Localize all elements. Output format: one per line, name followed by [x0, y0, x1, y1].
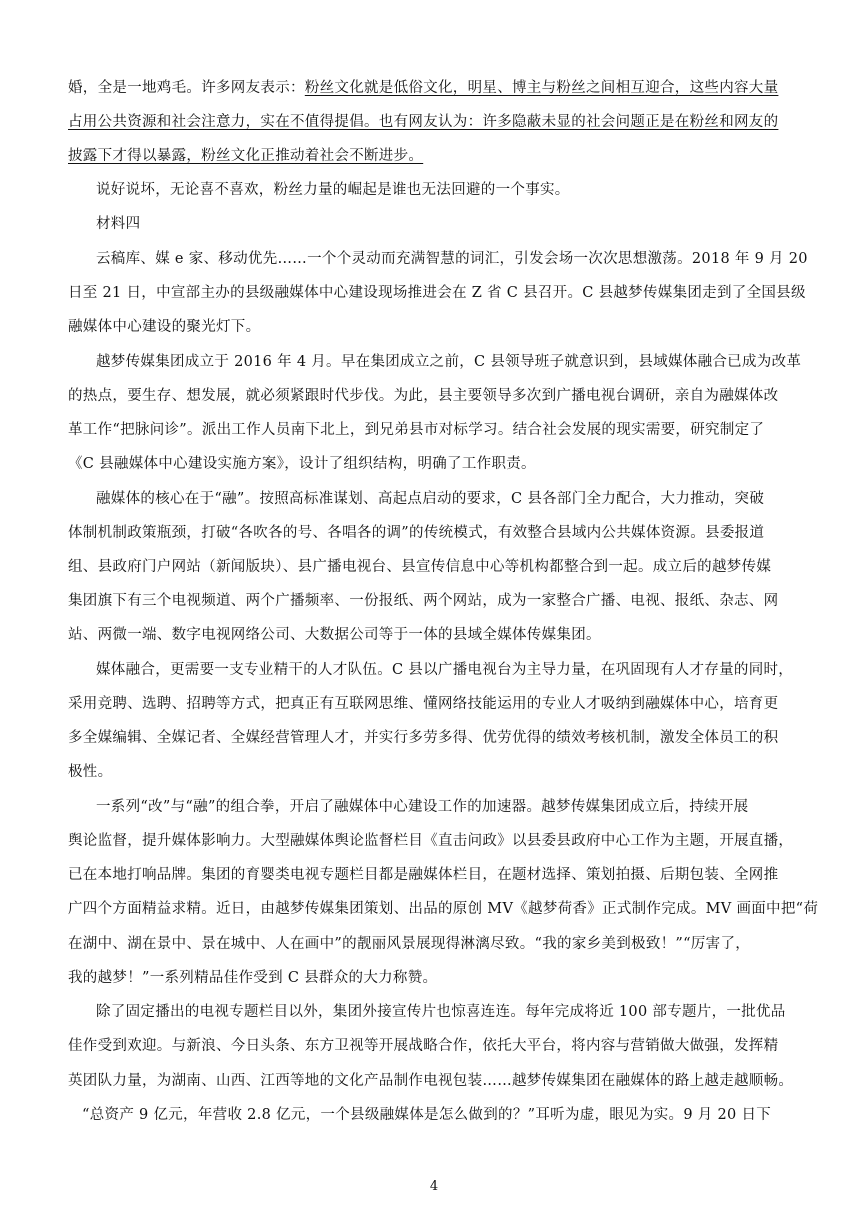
text-segment: 日至 21 日，中宣部主办的县级融媒体中心建设现场推进会在 Z 省 C 县召开。C 县越梦传媒集团走到了全国县级 — [68, 285, 806, 301]
text-segment: 越梦传媒集团成立于 2016 年 4 月。早在集团成立之前，C 县领导班子就意识到，县域媒体融合已成为改革 — [96, 354, 802, 370]
text-line — [68, 694, 778, 714]
text-line — [96, 214, 140, 234]
text-line — [68, 1036, 778, 1056]
text-line — [68, 1071, 793, 1091]
text-line — [68, 283, 806, 303]
text-segment: 已在本地打响品牌。集团的育婴类电视专题栏目都是融媒体栏目，在题材选择、策划拍摄、后期包装、全网推 — [68, 867, 779, 883]
text-line — [68, 557, 771, 577]
text-segment: 多全媒编辑、全媒记者、全媒经营管理人才，并实行多劳多得、优劳优得的绩效考核机制，激发全体员工的积 — [68, 730, 779, 746]
text-segment: 佳作受到欢迎。与新浪、今日头条、东方卫视等开展战略合作，依托大平台，将内容与营销做大做强，发挥精 — [68, 1038, 779, 1054]
text-line — [68, 968, 437, 988]
text-segment: 组、县政府门户网站（新闻版块）、县广播电视台、县宣传信息中心等机构都整合到一起。成立后的越梦传媒 — [68, 559, 772, 575]
text-segment: 广四个方面精益求精。近日，由越梦传媒集团策划、出品的原创 MV《越梦荷香》正式制作完成。MV 画面中把“荷 — [68, 901, 819, 917]
text-line — [68, 934, 750, 954]
text-segment: 采用竞聘、选聘、招聘等方式，把真正有互联网思维、懂网络技能运用的专业人才吸纳到融媒体中心，培育更 — [68, 696, 779, 712]
underlined-text: 粉丝文化就是低俗文化，明星、博主与粉丝之间相互迎合，这些内容大量 — [304, 80, 779, 96]
text-segment: 英团队力量，为湖南、山西、江西等地的文化产品制作电视包装……越梦传媒集团在融媒体的路上越走越顺畅。 — [68, 1073, 794, 1089]
text-line — [68, 112, 778, 132]
text-line — [68, 865, 778, 885]
text-line — [68, 317, 260, 337]
text-line — [68, 454, 536, 474]
text-segment: 体制机制政策瓶颈，打破“各吹各的号、各唱各的调”的传统模式，有效整合县域内公共媒体资源。县委报道 — [68, 525, 765, 541]
text-segment: 在湖中、湖在景中、景在城中、人在画中”的靓丽风景展现得淋漓尽致。“我的家乡美到极致！”“厉害了， — [68, 936, 751, 952]
text-line — [68, 831, 793, 851]
text-segment: 媒体融合，更需要一支专业精干的人才队伍。C 县以广播电视台为主导力量，在巩固现有人才存量的同时， — [96, 662, 794, 678]
text-line — [96, 1002, 786, 1022]
text-line — [82, 1105, 771, 1125]
text-segment: 婚，全是一地鸡毛。许多网友表示： — [68, 80, 305, 96]
text-segment: 极性。 — [68, 764, 113, 780]
text-segment: 说好说坏，无论喜不喜欢，粉丝力量的崛起是谁也无法回避的一个事实。 — [96, 182, 570, 198]
text-line — [68, 899, 818, 919]
page-number: 4 — [429, 1179, 439, 1194]
text-line — [68, 625, 601, 645]
text-segment: 革工作“把脉问诊”。派出工作人员南下北上，到兄弟县市对标学习。结合社会发展的现实需要，研究制定了 — [68, 422, 765, 438]
text-segment: 一系列“改”与“融”的组合拳，开启了融媒体中心建设工作的加速器。越梦传媒集团成立后，持续开展 — [96, 799, 749, 815]
text-line — [96, 797, 748, 817]
underlined-text: 占用公共资源和社会注意力，实在不值得提倡。也有网友认为：许多隐蔽未显的社会问题正是在粉丝和网友的 — [68, 114, 779, 130]
text-line — [68, 591, 778, 611]
text-line — [68, 762, 112, 782]
text-line — [96, 249, 808, 269]
text-segment: 我的越梦！”一系列精品佳作受到 C 县群众的大力称赞。 — [68, 970, 438, 986]
text-segment: 舆论监督，提升媒体影响力。大型融媒体舆论监督栏目《直击问政》以县委县政府中心工作为主题，开展直播， — [68, 833, 794, 849]
text-segment: 融媒体的核心在于“融”。按照高标准谋划、高起点启动的要求，C 县各部门全力配合，大力推动，突破 — [96, 491, 765, 507]
text-segment: 云稿库、媒 e 家、移动优先……一个个灵动而充满智慧的词汇，引发会场一次次思想激荡。2018 年 9 月 20 — [96, 251, 808, 267]
text-segment: 除了固定播出的电视专题栏目以外，集团外接宣传片也惊喜连连。每年完成将近 100 部专题片，一批优品 — [96, 1004, 786, 1020]
text-segment: 融媒体中心建设的聚光灯下。 — [68, 319, 261, 335]
text-line — [96, 180, 570, 200]
text-line — [68, 728, 778, 748]
text-line — [96, 489, 764, 509]
text-line — [68, 146, 423, 166]
text-line — [96, 352, 801, 372]
text-line — [96, 660, 793, 680]
text-segment: 《C 县融媒体中心建设实施方案》，设计了组织结构，明确了工作职责。 — [68, 456, 536, 472]
text-segment: 集团旗下有三个电视频道、两个广播频率、一份报纸、两个网站，成为一家整合广播、电视、报纸、杂志、网 — [68, 593, 779, 609]
text-line — [68, 386, 778, 406]
text-line — [68, 420, 764, 440]
text-line — [68, 523, 764, 543]
text-segment: 材料四 — [96, 216, 141, 232]
text-segment: 站、两微一端、数字电视网络公司、大数据公司等于一体的县域全媒体传媒集团。 — [68, 627, 601, 643]
text-segment: 的热点，要生存、想发展，就必须紧跟时代步伐。为此，县主要领导多次到广播电视台调研，亲自为融媒体改 — [68, 388, 779, 404]
underlined-text: 披露下才得以暴露，粉丝文化正推动着社会不断进步。 — [68, 148, 424, 164]
text-line — [68, 78, 778, 98]
text-segment: “总资产 9 亿元，年营收 2.8 亿元，一个县级融媒体是怎么做到的？”耳听为虚，眼见为实。9 月 20 日下 — [82, 1107, 772, 1123]
